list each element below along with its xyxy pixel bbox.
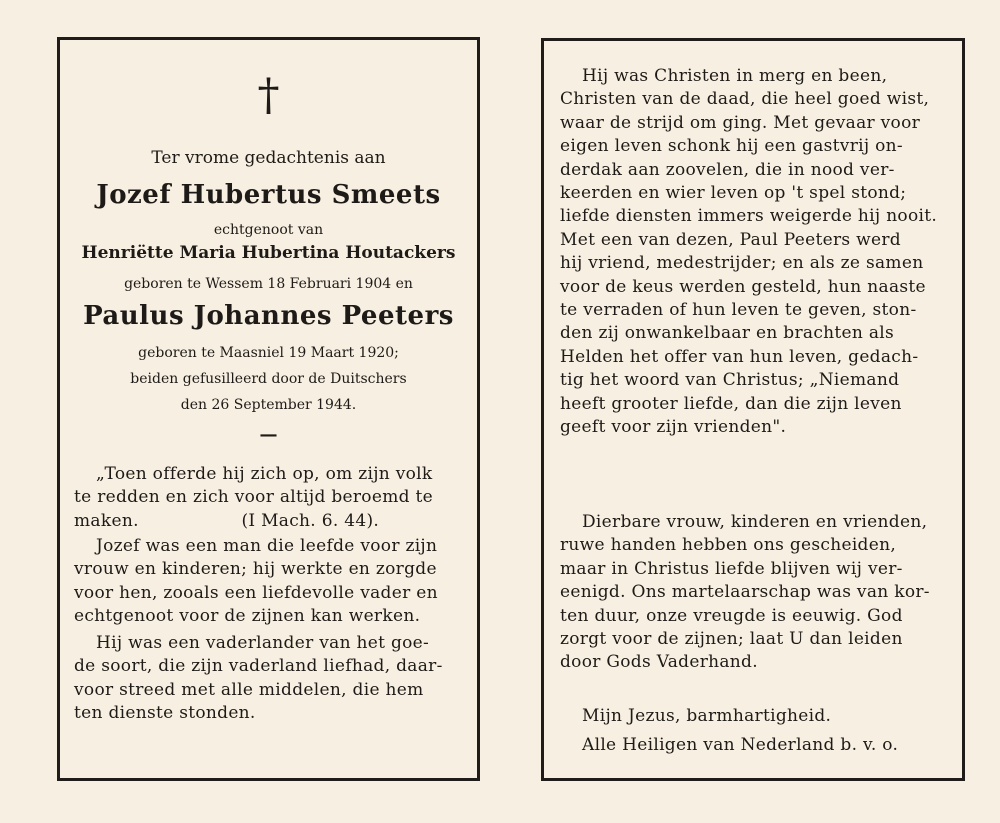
text-line: ten dienste stonden. <box>74 703 256 724</box>
text-line: Met een van dezen, Paul Peeters werd <box>560 229 901 250</box>
text-line: heeft grooter liefde, dan die zijn leven <box>560 393 902 414</box>
intro-text: Ter vrome gedachtenis aan <box>151 148 386 168</box>
text-line: keerden en wier leven op 't spel stond; <box>560 183 907 204</box>
text-line: waar de strijd om ging. Met gevaar voor <box>560 112 921 133</box>
text-line: geeft voor zijn vrienden". <box>560 417 787 438</box>
text-line: Jozef was een man die leefde voor zijn <box>96 536 438 556</box>
text-line: eigen leven schonk hij een gastvrij on- <box>560 136 903 157</box>
quote-block <box>74 463 466 533</box>
text-line: door Gods Vaderhand. <box>560 652 758 673</box>
paragraph-jozef <box>74 535 466 629</box>
text-line: tig het woord van Christus; „Niemand <box>560 370 900 391</box>
born-paulus: geboren te Maasniel 19 Maart 1920; <box>138 345 399 361</box>
quote-line: te redden en zich voor altijd beroemd te <box>74 487 434 508</box>
text-line: eenigd. Ons martelaarschap was van kor- <box>560 582 930 603</box>
right-page <box>541 38 965 781</box>
text-line: voor de keus werden gesteld, hun naaste <box>560 276 926 297</box>
born-jozef: geboren te Wessem 18 Februari 1904 en <box>124 276 413 292</box>
divider: — <box>259 424 278 445</box>
quote-line: maken. (I Mach. 6. 44). <box>74 510 380 531</box>
quote-line: „Toen offerde hij zich op, om zijn volk <box>96 464 433 484</box>
text-line: voor streed met alle middelen, die hem <box>74 679 424 700</box>
name-jozef: Jozef Hubertus Smeets <box>96 180 441 210</box>
text-line: Dierbare vrouw, kinderen en vrienden, <box>582 512 928 532</box>
text-line: vrouw en kinderen; hij werkte en zorgde <box>74 559 437 580</box>
name-paulus: Paulus Johannes Peeters <box>83 301 454 331</box>
text-line: voor hen, zooals een liefdevolle vader en <box>74 582 438 603</box>
text-line: maar in Christus liefde blijven wij ver- <box>560 558 903 579</box>
text-line: echtgenoot voor de zijnen kan werken. <box>74 606 421 627</box>
death-line-1: beiden gefusilleerd door de Duitschers <box>130 371 407 387</box>
text-line: derdak aan zoovelen, die in nood ver- <box>560 159 895 180</box>
closing-saints: Alle Heiligen van Nederland b. v. o. <box>582 735 899 756</box>
paragraph-vaderlander <box>74 632 466 726</box>
text-line: den zij onwankelbaar en brachten als <box>560 323 895 344</box>
spouse-label: echtgenoot van <box>213 222 324 238</box>
paragraph-dierbare <box>560 511 950 675</box>
text-line: liefde diensten immers weigerde hij nooit. <box>560 206 938 227</box>
text-line: Hij was een vaderlander van het goe- <box>96 633 430 653</box>
paragraph-christen <box>560 65 950 440</box>
text-line: zorgt voor de zijnen; laat U dan leiden <box>560 629 903 650</box>
text-line: Hij was Christen in merg en been, <box>582 66 888 86</box>
text-line: Helden het offer van hun leven, gedach- <box>560 346 919 367</box>
cross-icon: † <box>257 70 280 121</box>
closing-prayer: Mijn Jezus, barmhartigheid. <box>582 706 832 726</box>
death-line-2: den 26 September 1944. <box>180 397 357 413</box>
text-line: ten duur, onze vreugde is eeuwig. God <box>560 605 903 626</box>
spouse-name: Henriëtte Maria Hubertina Houtackers <box>81 243 456 263</box>
text-line: Christen van de daad, die heel goed wist, <box>560 89 930 110</box>
left-page <box>57 37 480 781</box>
text-line: hij vriend, medestrijder; en als ze samen <box>560 253 924 274</box>
text-line: de soort, die zijn vaderland liefhad, daar- <box>74 656 443 677</box>
text-line: ruwe handen hebben ons gescheiden, <box>560 535 897 556</box>
closing-block <box>560 705 950 758</box>
text-line: te verraden of hun leven te geven, ston- <box>560 300 917 321</box>
